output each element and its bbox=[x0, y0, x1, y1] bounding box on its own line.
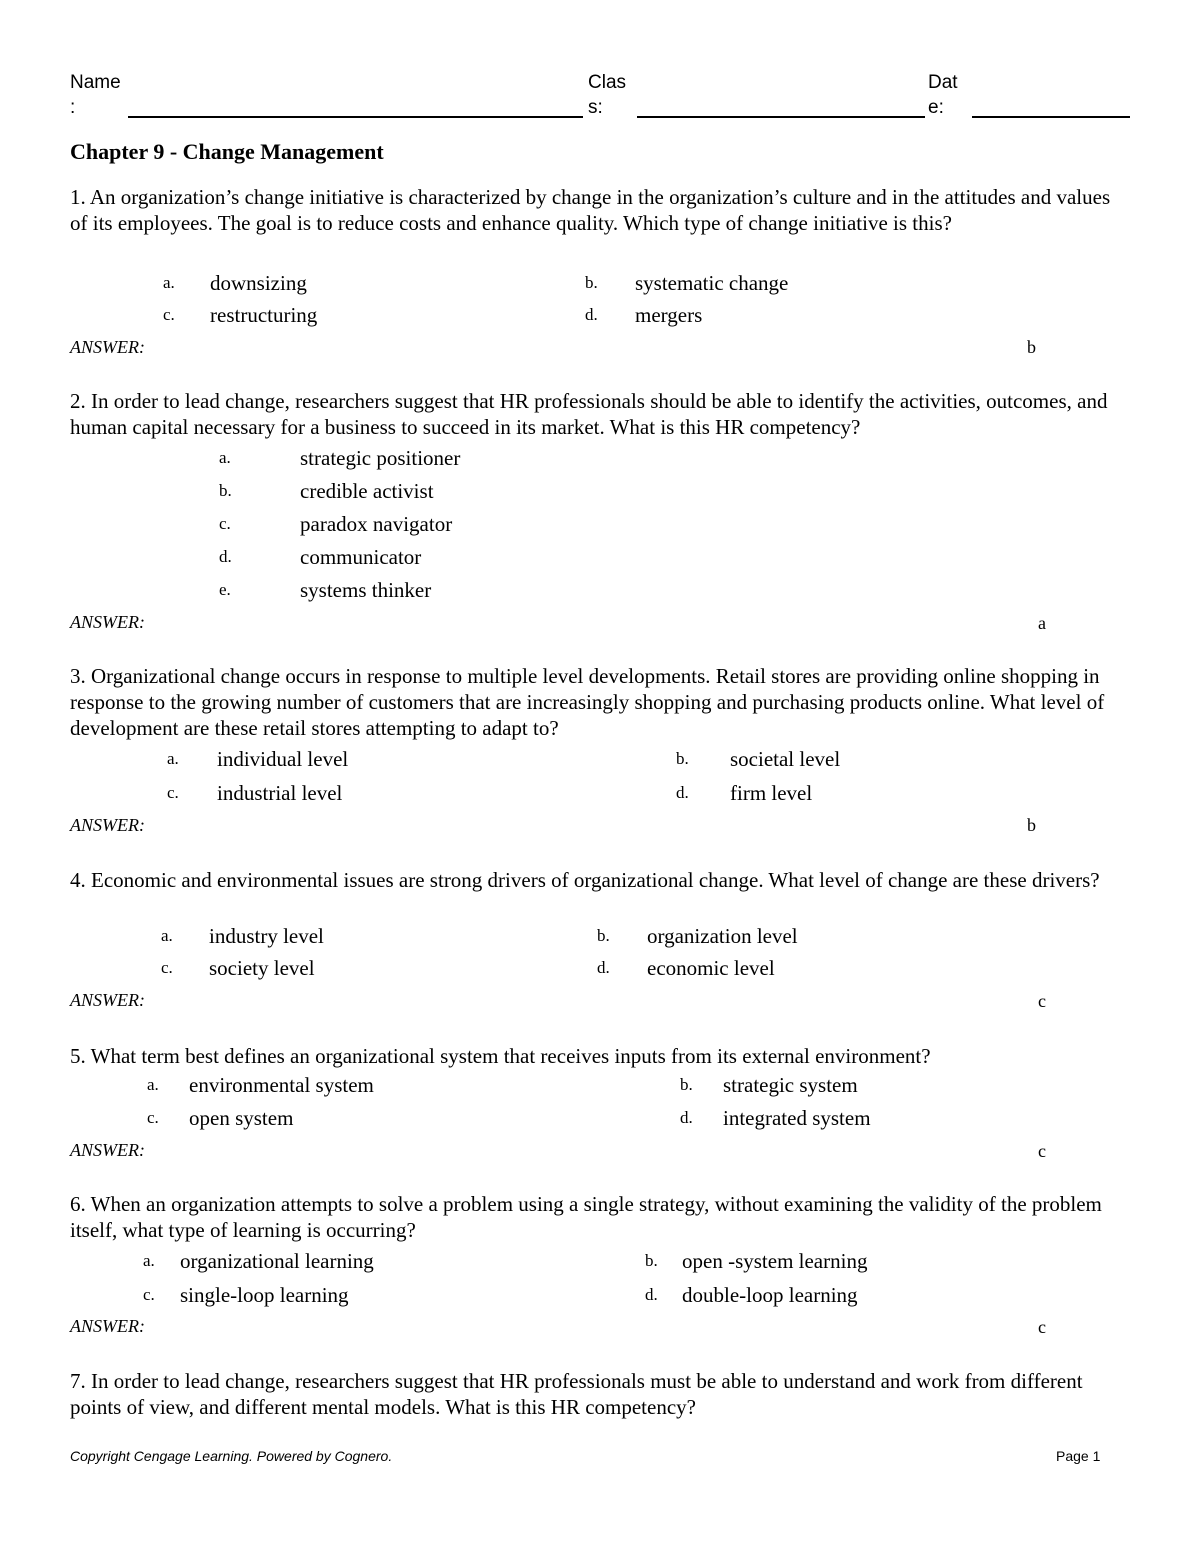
option-text: downsizing bbox=[210, 271, 307, 295]
option-text: restructuring bbox=[210, 303, 318, 327]
option-text: integrated system bbox=[723, 1106, 871, 1130]
option-text: societal level bbox=[730, 747, 841, 771]
option-letter: b. bbox=[676, 749, 689, 768]
option-letter: a. bbox=[143, 1251, 155, 1270]
option-text: single-loop learning bbox=[180, 1283, 349, 1307]
option-letter: d. bbox=[585, 305, 598, 324]
option-letter: d. bbox=[676, 783, 689, 802]
option-text: firm level bbox=[730, 781, 813, 805]
option-letter: d. bbox=[680, 1108, 693, 1127]
option-letter: c. bbox=[219, 514, 231, 533]
option-text: industry level bbox=[209, 924, 324, 948]
option-letter: a. bbox=[167, 749, 179, 768]
option-text: paradox navigator bbox=[300, 512, 453, 536]
option-text: environmental system bbox=[189, 1073, 374, 1097]
page-title: Chapter 9 - Change Management bbox=[70, 139, 384, 164]
answer-value: c bbox=[1038, 991, 1046, 1011]
option-letter: b. bbox=[645, 1251, 658, 1270]
answer-value: c bbox=[1038, 1141, 1046, 1161]
option-letter: d. bbox=[219, 547, 232, 566]
date-field[interactable] bbox=[972, 116, 1130, 118]
answer-label: ANSWER: bbox=[70, 612, 145, 632]
option-letter: c. bbox=[163, 305, 175, 324]
class-field[interactable] bbox=[637, 116, 925, 118]
question-text: 3. Organizational change occurs in response to multiple level developments. Retail stores are providing online shopping in response to the growing number of customers that are increasingly shopping and purchasing products online. What level of development are these retail stores attempting to adapt to? bbox=[70, 664, 1105, 740]
option-letter: a. bbox=[219, 448, 231, 467]
question-text: 5. What term best defines an organizational system that receives inputs from its external environment? bbox=[70, 1044, 931, 1068]
option-text: industrial level bbox=[217, 781, 343, 805]
option-text: society level bbox=[209, 956, 315, 980]
question-text: 4. Economic and environmental issues are strong drivers of organizational change. What level of change are these drivers? bbox=[70, 868, 1100, 892]
answer-value: b bbox=[1027, 337, 1036, 357]
option-text: systems thinker bbox=[300, 578, 432, 602]
option-text: individual level bbox=[217, 747, 349, 771]
question-text: 7. In order to lead change, researchers suggest that HR professionals must be able to understand and work from different points of view, and different mental models. What is this HR competency? bbox=[70, 1369, 1083, 1419]
option-text: strategic system bbox=[723, 1073, 858, 1097]
option-text: economic level bbox=[647, 956, 775, 980]
option-text: organizational learning bbox=[180, 1249, 374, 1273]
answer-label: ANSWER: bbox=[70, 990, 145, 1010]
option-letter: c. bbox=[167, 783, 179, 802]
option-text: systematic change bbox=[635, 271, 789, 295]
option-letter: c. bbox=[143, 1285, 155, 1304]
page-number: Page 1 bbox=[1056, 1448, 1101, 1464]
date-label: Dat bbox=[928, 72, 958, 93]
option-letter: c. bbox=[147, 1108, 159, 1127]
option-letter: e. bbox=[219, 580, 231, 599]
option-text: mergers bbox=[635, 303, 703, 327]
option-letter: d. bbox=[645, 1285, 658, 1304]
question-text: 2. In order to lead change, researchers suggest that HR professionals should be able to identify the activities, outcomes, and human capital necessary for a business to succeed in its market. What is this HR competency? bbox=[70, 389, 1108, 439]
option-letter: c. bbox=[161, 958, 173, 977]
option-text: double-loop learning bbox=[682, 1283, 858, 1307]
option-text: credible activist bbox=[300, 479, 434, 503]
option-letter: b. bbox=[680, 1075, 693, 1094]
option-letter: d. bbox=[597, 958, 610, 977]
answer-label: ANSWER: bbox=[70, 815, 145, 835]
copyright-text: Copyright Cengage Learning. Powered by Cognero. bbox=[70, 1448, 393, 1464]
date-label-colon: e: bbox=[928, 97, 944, 118]
option-letter: b. bbox=[219, 481, 232, 500]
option-text: organization level bbox=[647, 924, 798, 948]
option-text: open -system learning bbox=[682, 1249, 868, 1273]
option-letter: a. bbox=[161, 926, 173, 945]
answer-value: b bbox=[1027, 815, 1036, 835]
answer-value: a bbox=[1038, 613, 1046, 633]
option-text: open system bbox=[189, 1106, 294, 1130]
question-text: 1. An organization’s change initiative is characterized by change in the organization’s culture and in the attitudes and values of its employees. The goal is to reduce costs and enhance quality. Which type of change initiative is this? bbox=[70, 185, 1111, 235]
class-label: Clas bbox=[588, 72, 627, 93]
option-letter: b. bbox=[585, 273, 598, 292]
option-text: communicator bbox=[300, 545, 422, 569]
name-field[interactable] bbox=[128, 116, 583, 118]
answer-label: ANSWER: bbox=[70, 1316, 145, 1336]
name-label-colon: : bbox=[70, 97, 76, 118]
option-letter: a. bbox=[147, 1075, 159, 1094]
option-letter: b. bbox=[597, 926, 610, 945]
option-text: strategic positioner bbox=[300, 446, 461, 470]
answer-label: ANSWER: bbox=[70, 337, 145, 357]
option-letter: a. bbox=[163, 273, 175, 292]
question-text: 6. When an organization attempts to solve a problem using a single strategy, without examining the validity of the problem itself, what type of learning is occurring? bbox=[70, 1192, 1102, 1242]
class-label-colon: s: bbox=[588, 97, 603, 118]
answer-value: c bbox=[1038, 1317, 1046, 1337]
name-label: Name bbox=[70, 72, 121, 93]
answer-label: ANSWER: bbox=[70, 1140, 145, 1160]
